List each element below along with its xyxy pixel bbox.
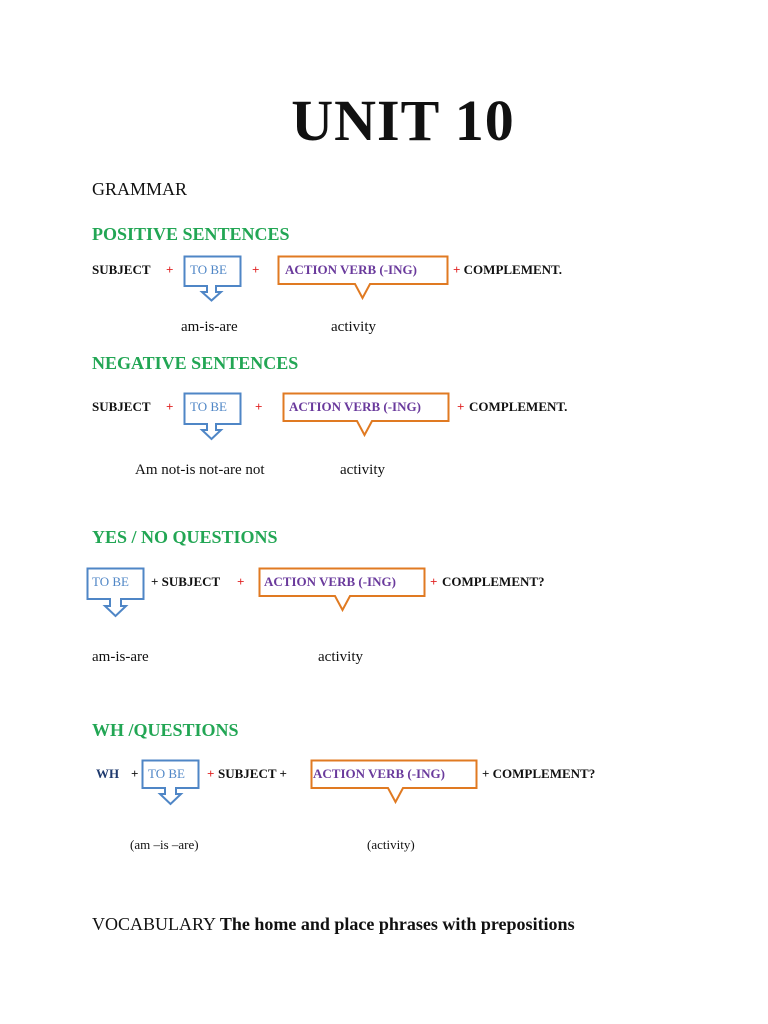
to-be-label: TO BE [148,766,185,781]
complement-label: + COMPLEMENT? [482,766,596,781]
to-be-forms: am-is-are [92,649,149,665]
verb-note: activity [318,649,363,665]
action-verb-label: ACTION VERB (-ING) [289,399,421,414]
plus-sign: + [207,766,215,781]
to-be-label: TO BE [92,574,129,589]
plus-sign: + [166,399,174,414]
subject-label: + SUBJECT [151,574,221,589]
verb-note: activity [331,319,376,335]
vocabulary-label: VOCABULARY [92,914,216,934]
plus-sign: + [252,262,260,277]
plus-sign: + [237,574,245,589]
to-be-label: TO BE [190,262,227,277]
complement-label: COMPLEMENT? [442,574,545,589]
subject-label: SUBJECT [92,399,151,414]
section-heading: POSITIVE SENTENCES [92,224,290,244]
page-title: UNIT 10 [291,88,515,153]
vocabulary-line [92,914,575,935]
subject-label: SUBJECT [92,262,151,277]
plus-sign: + [457,399,465,414]
to-be-forms: Am not-is not-are not [135,462,265,478]
section-heading: WH /QUESTIONS [92,720,239,740]
plus-sign: + [166,262,174,277]
section-heading: NEGATIVE SENTENCES [92,353,299,373]
to-be-forms: (am –is –are) [130,837,199,852]
grammar-label: GRAMMAR [92,179,188,199]
complement-label: COMPLEMENT. [469,399,568,414]
section-heading: YES / NO QUESTIONS [92,527,278,547]
plus-sign: + [430,574,438,589]
plus-sign: + [255,399,263,414]
subject-label: SUBJECT + [218,766,287,781]
vocabulary-subtitle: The home and place phrases with prepositions [219,914,575,934]
plus-sign: + [131,766,139,781]
to-be-label: TO BE [190,399,227,414]
verb-note: activity [340,462,385,478]
verb-note: (activity) [367,837,415,852]
complement-label: + COMPLEMENT. [453,262,563,277]
action-verb-label: ACTION VERB (-ING) [285,262,417,277]
action-verb-label: ACTION VERB (-ING) [264,574,396,589]
wh-label: WH [96,766,120,781]
to-be-forms: am-is-are [181,319,238,335]
action-verb-label: ACTION VERB (-ING) [313,766,445,781]
